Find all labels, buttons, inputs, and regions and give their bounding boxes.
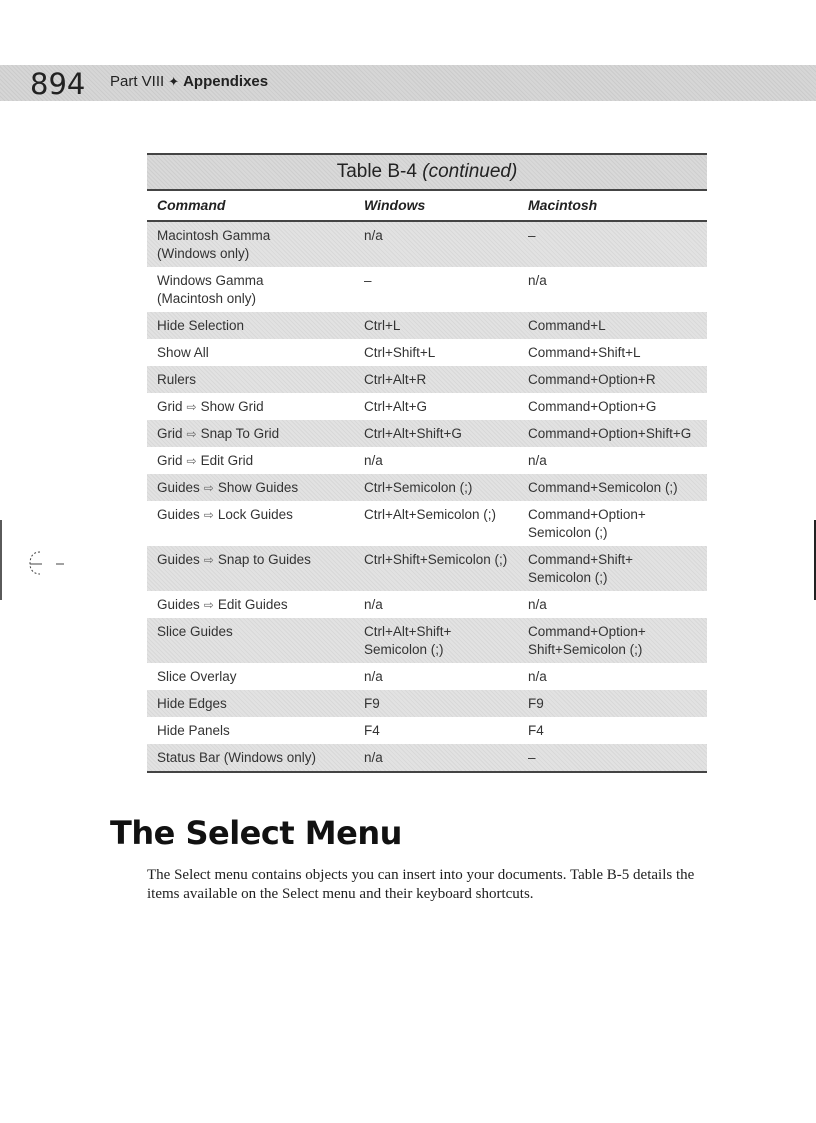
- menu-arrow-icon: ⇨: [203, 598, 214, 612]
- table-row: [147, 312, 707, 339]
- command-menu: Grid: [157, 453, 183, 468]
- cell-macintosh-text: F9: [528, 696, 544, 711]
- command-text: Macintosh Gamma: [157, 228, 271, 243]
- cell-command: [147, 227, 355, 263]
- cell-windows-text: Semicolon (;): [364, 642, 444, 657]
- cell-macintosh-text: Command+Option+: [528, 507, 646, 522]
- cell-macintosh: [519, 272, 707, 308]
- column-header-command: Command: [157, 197, 226, 213]
- cell-macintosh: [519, 371, 707, 389]
- cell-windows-text: Ctrl+Alt+G: [364, 399, 428, 414]
- cell-macintosh: [519, 668, 707, 686]
- cell-macintosh-text: F4: [528, 723, 544, 738]
- cell-windows-text: Ctrl+Alt+Shift+: [364, 624, 452, 639]
- registration-mark-icon: [0, 520, 70, 605]
- command-text: Slice Guides: [157, 624, 233, 639]
- cell-macintosh: [519, 479, 707, 497]
- shortcut-table: [147, 153, 707, 773]
- cell-command: [147, 398, 355, 416]
- table-bottom-rule: [147, 771, 707, 773]
- cell-command: [147, 452, 355, 470]
- cell-windows-text: F4: [364, 723, 380, 738]
- cell-windows-text: Ctrl+Alt+R: [364, 372, 427, 387]
- table-row: [147, 366, 707, 393]
- cell-macintosh-text: Semicolon (;): [528, 570, 608, 585]
- menu-arrow-icon: ⇨: [186, 454, 197, 468]
- cell-macintosh: [519, 227, 707, 263]
- command-item: Show Grid: [200, 399, 264, 414]
- cell-macintosh-text: Command+Option+: [528, 624, 646, 639]
- command-text: Windows Gamma: [157, 273, 264, 288]
- cell-macintosh-text: –: [528, 750, 536, 765]
- cell-windows: [355, 344, 519, 362]
- cell-windows-text: Ctrl+Alt+Semicolon (;): [364, 507, 497, 522]
- table-row: [147, 267, 707, 312]
- menu-arrow-icon: ⇨: [203, 508, 214, 522]
- cell-windows-text: Ctrl+Shift+L: [364, 345, 436, 360]
- command-item: Snap To Grid: [200, 426, 280, 441]
- table-row: [147, 420, 707, 447]
- command-menu: Grid: [157, 426, 183, 441]
- cell-windows-text: n/a: [364, 228, 383, 243]
- cell-windows-text: n/a: [364, 669, 383, 684]
- cell-command: [147, 479, 355, 497]
- command-text: Status Bar (Windows only): [157, 750, 317, 765]
- cell-windows: [355, 506, 519, 542]
- cell-windows: [355, 425, 519, 443]
- table-row: [147, 744, 707, 771]
- table-caption: [147, 153, 707, 191]
- command-item: Lock Guides: [217, 507, 293, 522]
- cell-command: [147, 623, 355, 659]
- cell-windows: [355, 668, 519, 686]
- cell-command: [147, 344, 355, 362]
- cell-macintosh: [519, 317, 707, 335]
- table-row: [147, 393, 707, 420]
- cell-macintosh: [519, 506, 707, 542]
- page-number: 894: [30, 67, 86, 101]
- command-menu: Grid: [157, 399, 183, 414]
- cell-macintosh-text: Command+L: [528, 318, 606, 333]
- cell-windows-text: F9: [364, 696, 380, 711]
- command-text: Hide Selection: [157, 318, 245, 333]
- table-row: [147, 546, 707, 591]
- cell-macintosh-text: Command+Shift+L: [528, 345, 641, 360]
- command-item: Show Guides: [217, 480, 299, 495]
- part-name: Part VIII: [110, 73, 165, 90]
- cell-macintosh: [519, 551, 707, 587]
- command-text: Show All: [157, 345, 209, 360]
- cell-macintosh: [519, 344, 707, 362]
- command-text: Hide Edges: [157, 696, 227, 711]
- table-row: [147, 690, 707, 717]
- command-menu: Guides: [157, 507, 200, 522]
- cell-windows: [355, 551, 519, 587]
- cell-command: [147, 506, 355, 542]
- cell-macintosh: [519, 695, 707, 713]
- command-text: Hide Panels: [157, 723, 230, 738]
- cell-windows-text: Ctrl+L: [364, 318, 401, 333]
- cell-windows-text: n/a: [364, 597, 383, 612]
- cell-macintosh-text: n/a: [528, 273, 547, 288]
- table-row: [147, 339, 707, 366]
- cell-command: [147, 425, 355, 443]
- table-row: [147, 447, 707, 474]
- cell-windows: [355, 272, 519, 308]
- cell-windows: [355, 452, 519, 470]
- cell-command: [147, 551, 355, 587]
- cell-windows: [355, 695, 519, 713]
- menu-arrow-icon: ⇨: [203, 553, 214, 567]
- separator-icon: ✦: [168, 74, 180, 89]
- part-label: [110, 73, 268, 90]
- section-name: Appendixes: [183, 73, 269, 90]
- cell-windows: [355, 722, 519, 740]
- table-row: [147, 474, 707, 501]
- command-text: (Macintosh only): [157, 291, 257, 306]
- cell-macintosh-text: Command+Shift+: [528, 552, 634, 567]
- cell-command: [147, 695, 355, 713]
- command-text: Slice Overlay: [157, 669, 237, 684]
- cell-windows: [355, 596, 519, 614]
- cell-macintosh: [519, 749, 707, 767]
- cell-windows-text: Ctrl+Alt+Shift+G: [364, 426, 462, 441]
- running-header: [0, 65, 816, 101]
- command-menu: Guides: [157, 597, 200, 612]
- cell-macintosh-text: Shift+Semicolon (;): [528, 642, 643, 657]
- table-row: [147, 591, 707, 618]
- cell-windows: [355, 749, 519, 767]
- cell-command: [147, 317, 355, 335]
- command-menu: Guides: [157, 552, 200, 567]
- cell-windows: [355, 479, 519, 497]
- cell-windows: [355, 623, 519, 659]
- cell-windows: [355, 317, 519, 335]
- cell-macintosh: [519, 722, 707, 740]
- cell-windows-text: Ctrl+Semicolon (;): [364, 480, 473, 495]
- command-menu: Guides: [157, 480, 200, 495]
- cell-macintosh: [519, 596, 707, 614]
- section-body: The Select menu contains objects you can insert into your documents. Table B-5 details the items available on the Select menu and their keyboard shortcuts.: [147, 867, 695, 902]
- cell-macintosh-text: n/a: [528, 453, 547, 468]
- column-header-macintosh: Macintosh: [528, 197, 598, 213]
- cell-macintosh: [519, 398, 707, 416]
- cell-macintosh-text: n/a: [528, 669, 547, 684]
- table-caption-label: Table B-4: [336, 161, 417, 182]
- menu-arrow-icon: ⇨: [186, 427, 197, 441]
- cell-macintosh-text: –: [528, 228, 536, 243]
- cell-windows-text: n/a: [364, 750, 383, 765]
- cell-command: [147, 272, 355, 308]
- cell-macintosh-text: n/a: [528, 597, 547, 612]
- cell-command: [147, 371, 355, 389]
- column-header-windows: Windows: [364, 197, 426, 213]
- command-text: (Windows only): [157, 246, 250, 261]
- command-item: Edit Guides: [217, 597, 288, 612]
- table-caption-suffix: (continued): [422, 161, 518, 182]
- cell-windows: [355, 371, 519, 389]
- table-row: [147, 222, 707, 267]
- binding-mark: [0, 520, 70, 605]
- cell-command: [147, 596, 355, 614]
- menu-arrow-icon: ⇨: [186, 400, 197, 414]
- table-header-row: [147, 191, 707, 222]
- cell-macintosh-text: Semicolon (;): [528, 525, 608, 540]
- cell-macintosh-text: Command+Option+G: [528, 399, 657, 414]
- cell-windows: [355, 227, 519, 263]
- cell-macintosh-text: Command+Option+Shift+G: [528, 426, 692, 441]
- command-item: Edit Grid: [200, 453, 254, 468]
- table-row: [147, 663, 707, 690]
- cell-macintosh: [519, 425, 707, 443]
- cell-macintosh-text: Command+Semicolon (;): [528, 480, 678, 495]
- table-row: [147, 501, 707, 546]
- cell-macintosh-text: Command+Option+R: [528, 372, 656, 387]
- cell-macintosh: [519, 452, 707, 470]
- menu-arrow-icon: ⇨: [203, 481, 214, 495]
- table-row: [147, 618, 707, 663]
- cell-windows-text: –: [364, 273, 372, 288]
- table-row: [147, 717, 707, 744]
- cell-command: [147, 749, 355, 767]
- command-text: Rulers: [157, 372, 197, 387]
- command-item: Snap to Guides: [217, 552, 311, 567]
- table-body: [147, 222, 707, 771]
- section-heading: The Select Menu: [110, 814, 402, 852]
- cell-command: [147, 668, 355, 686]
- cell-macintosh: [519, 623, 707, 659]
- cell-command: [147, 722, 355, 740]
- cell-windows-text: Ctrl+Shift+Semicolon (;): [364, 552, 508, 567]
- cell-windows-text: n/a: [364, 453, 383, 468]
- cell-windows: [355, 398, 519, 416]
